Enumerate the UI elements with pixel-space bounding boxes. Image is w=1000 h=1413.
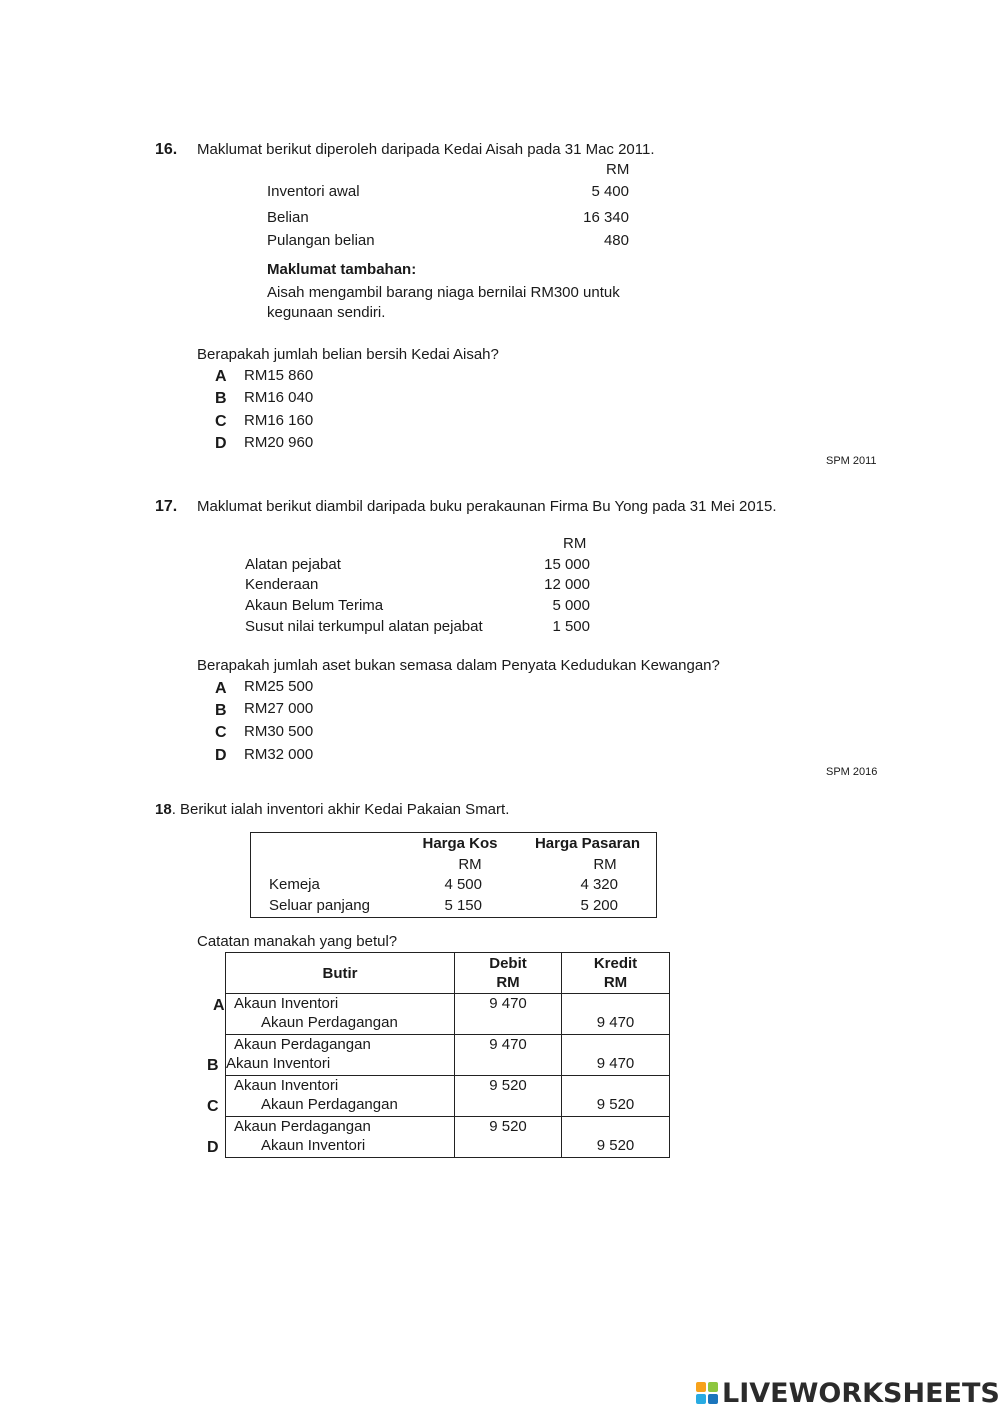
q16-item-label: Pulangan belian (267, 232, 375, 249)
q17-item-value: 1 500 (552, 618, 590, 635)
option-c-row[interactable] (226, 1076, 670, 1117)
debit-account: Akaun Perdagangan (234, 1036, 371, 1053)
credit-amount: 9 470 (596, 1014, 635, 1031)
inv-unit-market: RM (593, 856, 617, 873)
q18-number: 18 (155, 801, 172, 818)
inv-unit-cost: RM (458, 856, 482, 873)
q16-item-value: 480 (603, 232, 629, 249)
q17-currency: RM (563, 535, 587, 552)
q17-item-value: 12 000 (544, 576, 590, 593)
q18-intro: . Berikut ialah inventori akhir Kedai Pakaian Smart. (171, 801, 510, 818)
q16-number: 16. (155, 141, 178, 158)
q16-extra-line: kegunaan sendiri. (267, 304, 386, 321)
header-kredit-label: Kredit (593, 955, 638, 972)
inv-row-cost: 4 500 (444, 876, 482, 893)
credit-amount: 9 470 (596, 1055, 635, 1072)
q16-item-label: Belian (267, 209, 309, 226)
q17-item-label: Alatan pejabat (245, 556, 341, 573)
debit-amount: 9 520 (489, 1118, 527, 1135)
credit-account: Akaun Inventori (226, 1055, 331, 1072)
q17-item-value: 15 000 (544, 556, 590, 573)
journal-options-table (225, 952, 670, 1158)
q16-currency: RM (606, 161, 630, 178)
table-header-row (226, 953, 670, 994)
q16-option-letter: D (215, 435, 227, 452)
debit-amount: 9 470 (489, 1036, 527, 1053)
q17-option-letter: A (215, 680, 227, 697)
inv-header-market: Harga Pasaran (534, 835, 641, 852)
q17-item-label: Kenderaan (245, 576, 319, 593)
q18-option-letter-b[interactable]: B (207, 1057, 219, 1074)
q17-item-value: 5 000 (552, 597, 590, 614)
brand-name: LIVEWORKSHEETS (722, 1377, 1000, 1409)
header-kredit (562, 953, 670, 994)
q17-option-c[interactable]: RM30 500 (244, 723, 314, 740)
q17-item-label: Akaun Belum Terima (245, 597, 384, 614)
q17-number: 17. (155, 498, 178, 515)
header-debit-label: Debit (489, 955, 527, 972)
q16-option-letter: C (215, 413, 227, 430)
liveworksheets-logo (696, 1378, 1000, 1408)
q16-option-a[interactable]: RM15 860 (244, 367, 314, 384)
credit-account: Akaun Perdagangan (261, 1096, 398, 1113)
q18-heading (155, 801, 509, 818)
q16-intro: Maklumat berikut diperoleh daripada Kedai Aisah pada 31 Mac 2011. (197, 141, 655, 158)
q16-extra-title: Maklumat tambahan: (267, 261, 417, 278)
q17-option-letter: B (215, 702, 227, 719)
credit-account: Akaun Inventori (261, 1137, 366, 1154)
q17-source: SPM 2016 (826, 766, 878, 778)
q16-item-label: Inventori awal (267, 183, 360, 200)
q16-option-c[interactable]: RM16 160 (244, 412, 314, 429)
q16-option-letter: A (215, 368, 227, 385)
q16-extra-line: Aisah mengambil barang niaga bernilai RM300 untuk (267, 284, 620, 301)
header-debit-unit: RM (496, 974, 520, 991)
q18-question: Catatan manakah yang betul? (197, 933, 398, 950)
q16-item-value: 5 400 (591, 183, 629, 200)
q16-item-value: 16 340 (583, 209, 629, 226)
inv-row-market: 5 200 (580, 897, 618, 914)
debit-account: Akaun Inventori (234, 1077, 339, 1094)
q18-option-letter-c[interactable]: C (207, 1098, 219, 1115)
debit-account: Akaun Inventori (234, 995, 339, 1012)
q17-item-label: Susut nilai terkumpul alatan pejabat (245, 618, 483, 635)
q17-option-b[interactable]: RM27 000 (244, 700, 314, 717)
q17-option-letter: C (215, 724, 227, 741)
q17-intro: Maklumat berikut diambil daripada buku perakaunan Firma Bu Yong pada 31 Mei 2015. (197, 498, 777, 515)
header-kredit-unit: RM (603, 974, 628, 991)
debit-account: Akaun Perdagangan (234, 1118, 371, 1135)
q16-question: Berapakah jumlah belian bersih Kedai Aisah? (197, 346, 499, 363)
header-butir: Butir (226, 953, 455, 994)
option-a-row[interactable] (226, 994, 670, 1035)
q16-option-letter: B (215, 390, 227, 407)
q18-option-letter-a[interactable]: A (213, 997, 225, 1014)
credit-amount: 9 520 (596, 1096, 635, 1113)
debit-amount: 9 470 (489, 995, 527, 1012)
option-d-row[interactable] (226, 1117, 670, 1158)
q16-option-b[interactable]: RM16 040 (244, 389, 314, 406)
q16-option-d[interactable]: RM20 960 (244, 434, 314, 451)
q17-option-a[interactable]: RM25 500 (244, 678, 314, 695)
inv-header-cost: Harga Kos (422, 835, 498, 852)
credit-account: Akaun Perdagangan (261, 1014, 398, 1031)
inv-row-item: Kemeja (269, 876, 320, 893)
q17-option-d[interactable]: RM32 000 (244, 746, 314, 763)
header-debit (455, 953, 562, 994)
inv-row-item: Seluar panjang (269, 897, 370, 914)
q18-option-letter-d[interactable]: D (207, 1139, 219, 1156)
option-b-row[interactable] (226, 1035, 670, 1076)
debit-amount: 9 520 (489, 1077, 527, 1094)
inv-row-market: 4 320 (580, 876, 618, 893)
inv-row-cost: 5 150 (444, 897, 482, 914)
logo-mark-icon (696, 1382, 718, 1404)
q17-question: Berapakah jumlah aset bukan semasa dalam Penyata Kedudukan Kewangan? (197, 657, 720, 674)
q17-option-letter: D (215, 747, 227, 764)
q16-source: SPM 2011 (826, 455, 877, 467)
credit-amount: 9 520 (596, 1137, 635, 1154)
